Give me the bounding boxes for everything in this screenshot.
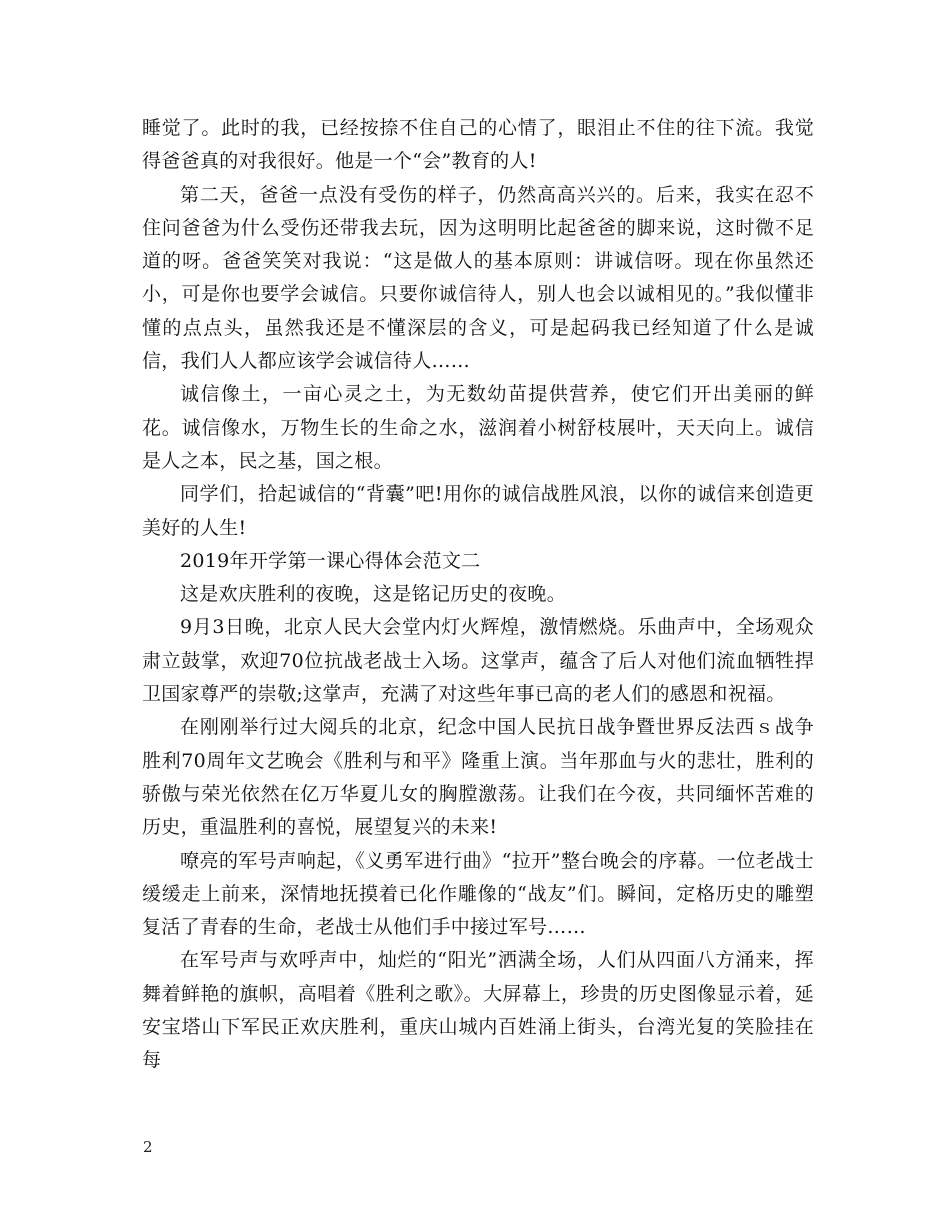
paragraph: 在刚刚举行过大阅兵的北京，纪念中国人民抗日战争暨世界反法西ｓ战争胜利70周年文艺晚会《胜利与和平》隆重上演。当年那血与火的悲壮，胜利的骄傲与荣光依然在亿万华夏儿女的胸膛激荡。让我们在今夜，共同缅怀苦难的历史，重温胜利的喜悦，展望复兴的未来! bbox=[142, 716, 814, 839]
document-body bbox=[142, 112, 814, 1078]
section-heading: 2019年开学第一课心得体会范文二 bbox=[180, 549, 481, 572]
page-number: 2 bbox=[143, 1138, 153, 1156]
paragraph: 这是欢庆胜利的夜晚，这是铭记历史的夜晚。 bbox=[180, 583, 567, 606]
paragraph: 诚信像土，一亩心灵之土，为无数幼苗提供营养，使它们开出美丽的鲜花。诚信像水，万物生长的生命之水，滋润着小树舒枝展叶，天天向上。诚信是人之本，民之基，国之根。 bbox=[142, 383, 814, 472]
paragraph: 第二天，爸爸一点没有受伤的样子，仍然高高兴兴的。后来，我实在忍不住问爸爸为什么受伤还带我去玩，因为这明明比起爸爸的脚来说，这时微不足道的呀。爸爸笑笑对我说：“这是做人的基本原则：讲诚信呀。现在你虽然还小，可是你也要学会诚信。只要你诚信待人，别人也会以诚相见的。”我似懂非懂的点点头，虽然我还是不懂深层的含义，可是起码我已经知道了什么是诚信，我们人人都应该学会诚信待人…… bbox=[142, 183, 814, 373]
paragraph: 在军号声与欢呼声中，灿烂的“阳光”洒满全场，人们从四面八方涌来，挥舞着鲜艳的旗帜，高唱着《胜利之歌》。大屏幕上，珍贵的历史图像显示着，延安宝塔山下军民正欢庆胜利，重庆山城内百姓涌上街头，台湾光复的笑脸挂在每 bbox=[142, 949, 814, 1072]
paragraph-continuation: 睡觉了。此时的我，已经按捺不住自己的心情了，眼泪止不住的往下流。我觉得爸爸真的对我很好。他是一个“会”教育的人! bbox=[142, 117, 814, 173]
paragraph: 同学们，拾起诚信的“背囊”吧!用你的诚信战胜风浪，以你的诚信来创造更美好的人生! bbox=[142, 483, 814, 539]
paragraph: 嘹亮的军号声响起，《义勇军进行曲》“拉开”整台晚会的序幕。一位老战士缓缓走上前来，深情地抚摸着已化作雕像的“战友”们。瞬间，定格历史的雕塑复活了青春的生命，老战士从他们手中接过军号…… bbox=[142, 849, 814, 939]
paragraph: 9月3日晚，北京人民大会堂内灯火辉煌，激情燃烧。乐曲声中，全场观众肃立鼓掌，欢迎70位抗战老战士入场。这掌声，蕴含了后人对他们流血牺牲捍卫国家尊严的崇敬;这掌声，充满了对这些年事已高的老人们的感恩和祝福。 bbox=[142, 616, 814, 706]
